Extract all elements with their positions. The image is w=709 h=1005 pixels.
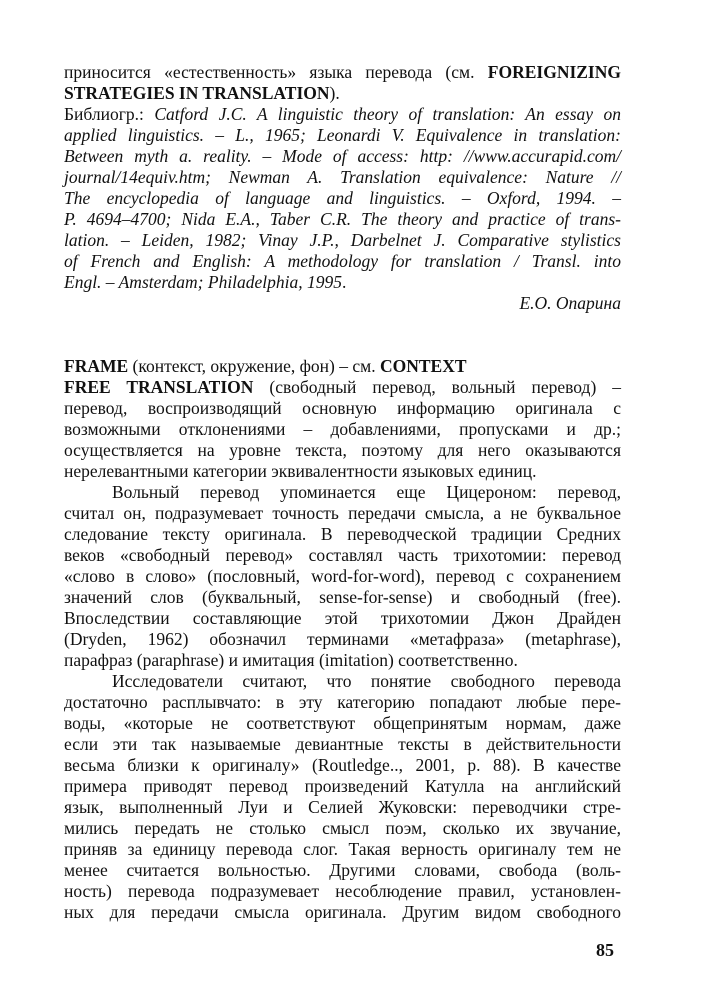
crossref-strategies: STRATEGIES IN TRANSLATION (64, 83, 330, 103)
free-line: осуществляется на уровне текста, поэтому для него оказываются (64, 440, 621, 460)
frame-text: (контекст, окружение, фон) – см. (128, 356, 380, 376)
biblio-text-end: Engl. – Amsterdam; Philadelphia, 1995 (64, 272, 343, 292)
para1-end: ). (329, 83, 340, 103)
page-number: 85 (596, 940, 614, 960)
biblio-line3: Between myth a. reality. – Mode of access: http: //www.accurapid.com/ (64, 146, 621, 166)
frame-entry (64, 356, 621, 377)
free-line: возможными отклонениями – добавлениями, пропусками и др.; (64, 419, 621, 439)
para3-line: достаточно расплывчато: в эту категорию попадают любые пере- (64, 692, 621, 712)
para3-line: воды, «которые не соответствуют общепринятым нормам, даже (64, 713, 621, 733)
section-spacer (64, 314, 621, 356)
biblio-line1 (64, 104, 621, 125)
crossref-foreignizing: FOREIGNIZING (487, 62, 621, 82)
para2-line: (Dryden, 1962) обозначил терминами «метафраза» (metaphrase), (64, 629, 621, 649)
frame-term: FRAME (64, 356, 129, 376)
para3-line: весьма близки к оригиналу» (Routledge.., 2001, p. 88). В качестве (64, 755, 621, 775)
para3-line: ность) перевода подразумевает несоблюдение правил, установлен- (64, 881, 621, 901)
para3-line: приняв за единицу перевода слог. Такая верность оригиналу тем не (64, 839, 621, 859)
free-translation-gloss: (свободный перевод, вольный перевод) – (253, 377, 622, 397)
para2-line: Впоследствии составляющие этой трихотомии Джон Драйден (64, 608, 621, 628)
para1-line2 (64, 83, 621, 104)
para3-line: Исследователи считают, что понятие свободного перевода (112, 671, 621, 691)
para2-line: «слово в слово» (пословный, word-for-word), перевод с сохранением (64, 566, 621, 586)
para3-line: язык, выполненный Луи и Селией Жуковски: переводчики стре- (64, 797, 621, 817)
para1-text: приносится «естественность» языка перевода (см. (64, 62, 488, 82)
free-entry-line1 (64, 377, 621, 398)
free-line: перевод, воспроизводящий основную информацию оригинала с (64, 398, 621, 418)
para2-line: веков «свободный перевод» составлял часть трихотомии: перевод (64, 545, 621, 565)
crossref-context: CONTEXT (379, 356, 467, 376)
biblio-label: Библиогр.: (64, 104, 155, 124)
para1-line1 (64, 62, 621, 83)
biblio-line7: lation. – Leiden, 1982; Vinay J.P., Darbelnet J. Comparative stylistics (64, 230, 621, 250)
para2-line: парафраз (paraphrase) и имитация (imitation) соответственно. (64, 650, 518, 670)
biblio-line2: applied linguistics. – L., 1965; Leonardi V. Equivalence in translation: (64, 125, 621, 145)
para3-line: примера приводят перевод произведений Катулла на английский (64, 776, 621, 796)
biblio-period: . (342, 272, 347, 292)
biblio-line9 (64, 272, 621, 293)
para3-line: ных для передачи смысла оригинала. Другим видом свободного (64, 902, 621, 922)
biblio-line5: The encyclopedia of language and linguistics. – Oxford, 1994. – (64, 188, 621, 208)
free-line: нерелевантными категории эквивалентности языковых единиц. (64, 461, 537, 481)
biblio-text: Catford J.C. A linguistic theory of translation: An essay on (154, 104, 621, 124)
para2-line: считал он, подразумевает точность передачи смысла, а не буквальное (64, 503, 621, 523)
biblio-line4: journal/14equiv.htm; Newman A. Translation equivalence: Nature // (64, 167, 621, 187)
para2-line: Вольный перевод упоминается еще Цицероном: перевод, (112, 482, 621, 502)
biblio-line8: of French and English: A methodology for translation / Transl. into (64, 251, 621, 271)
free-translation-term: FREE TRANSLATION (64, 377, 254, 397)
page-body (64, 62, 621, 923)
biblio-line6: P. 4694–4700; Nida E.A., Taber C.R. The theory and practice of trans- (64, 209, 621, 229)
para2-line: значений слов (буквальный, sense-for-sense) и свободный (free). (64, 587, 621, 607)
article-author: Е.О. Опарина (519, 293, 621, 313)
para2-line: следование тексту оригинала. В переводческой традиции Средних (64, 524, 621, 544)
para3-line: если эти так называемые девиантные тексты в действительности (64, 734, 621, 754)
para3-line: менее считается вольностью. Другими словами, свобода (воль- (64, 860, 621, 880)
para3-line: мились передать не столько смысл поэм, сколько их звучание, (64, 818, 621, 838)
